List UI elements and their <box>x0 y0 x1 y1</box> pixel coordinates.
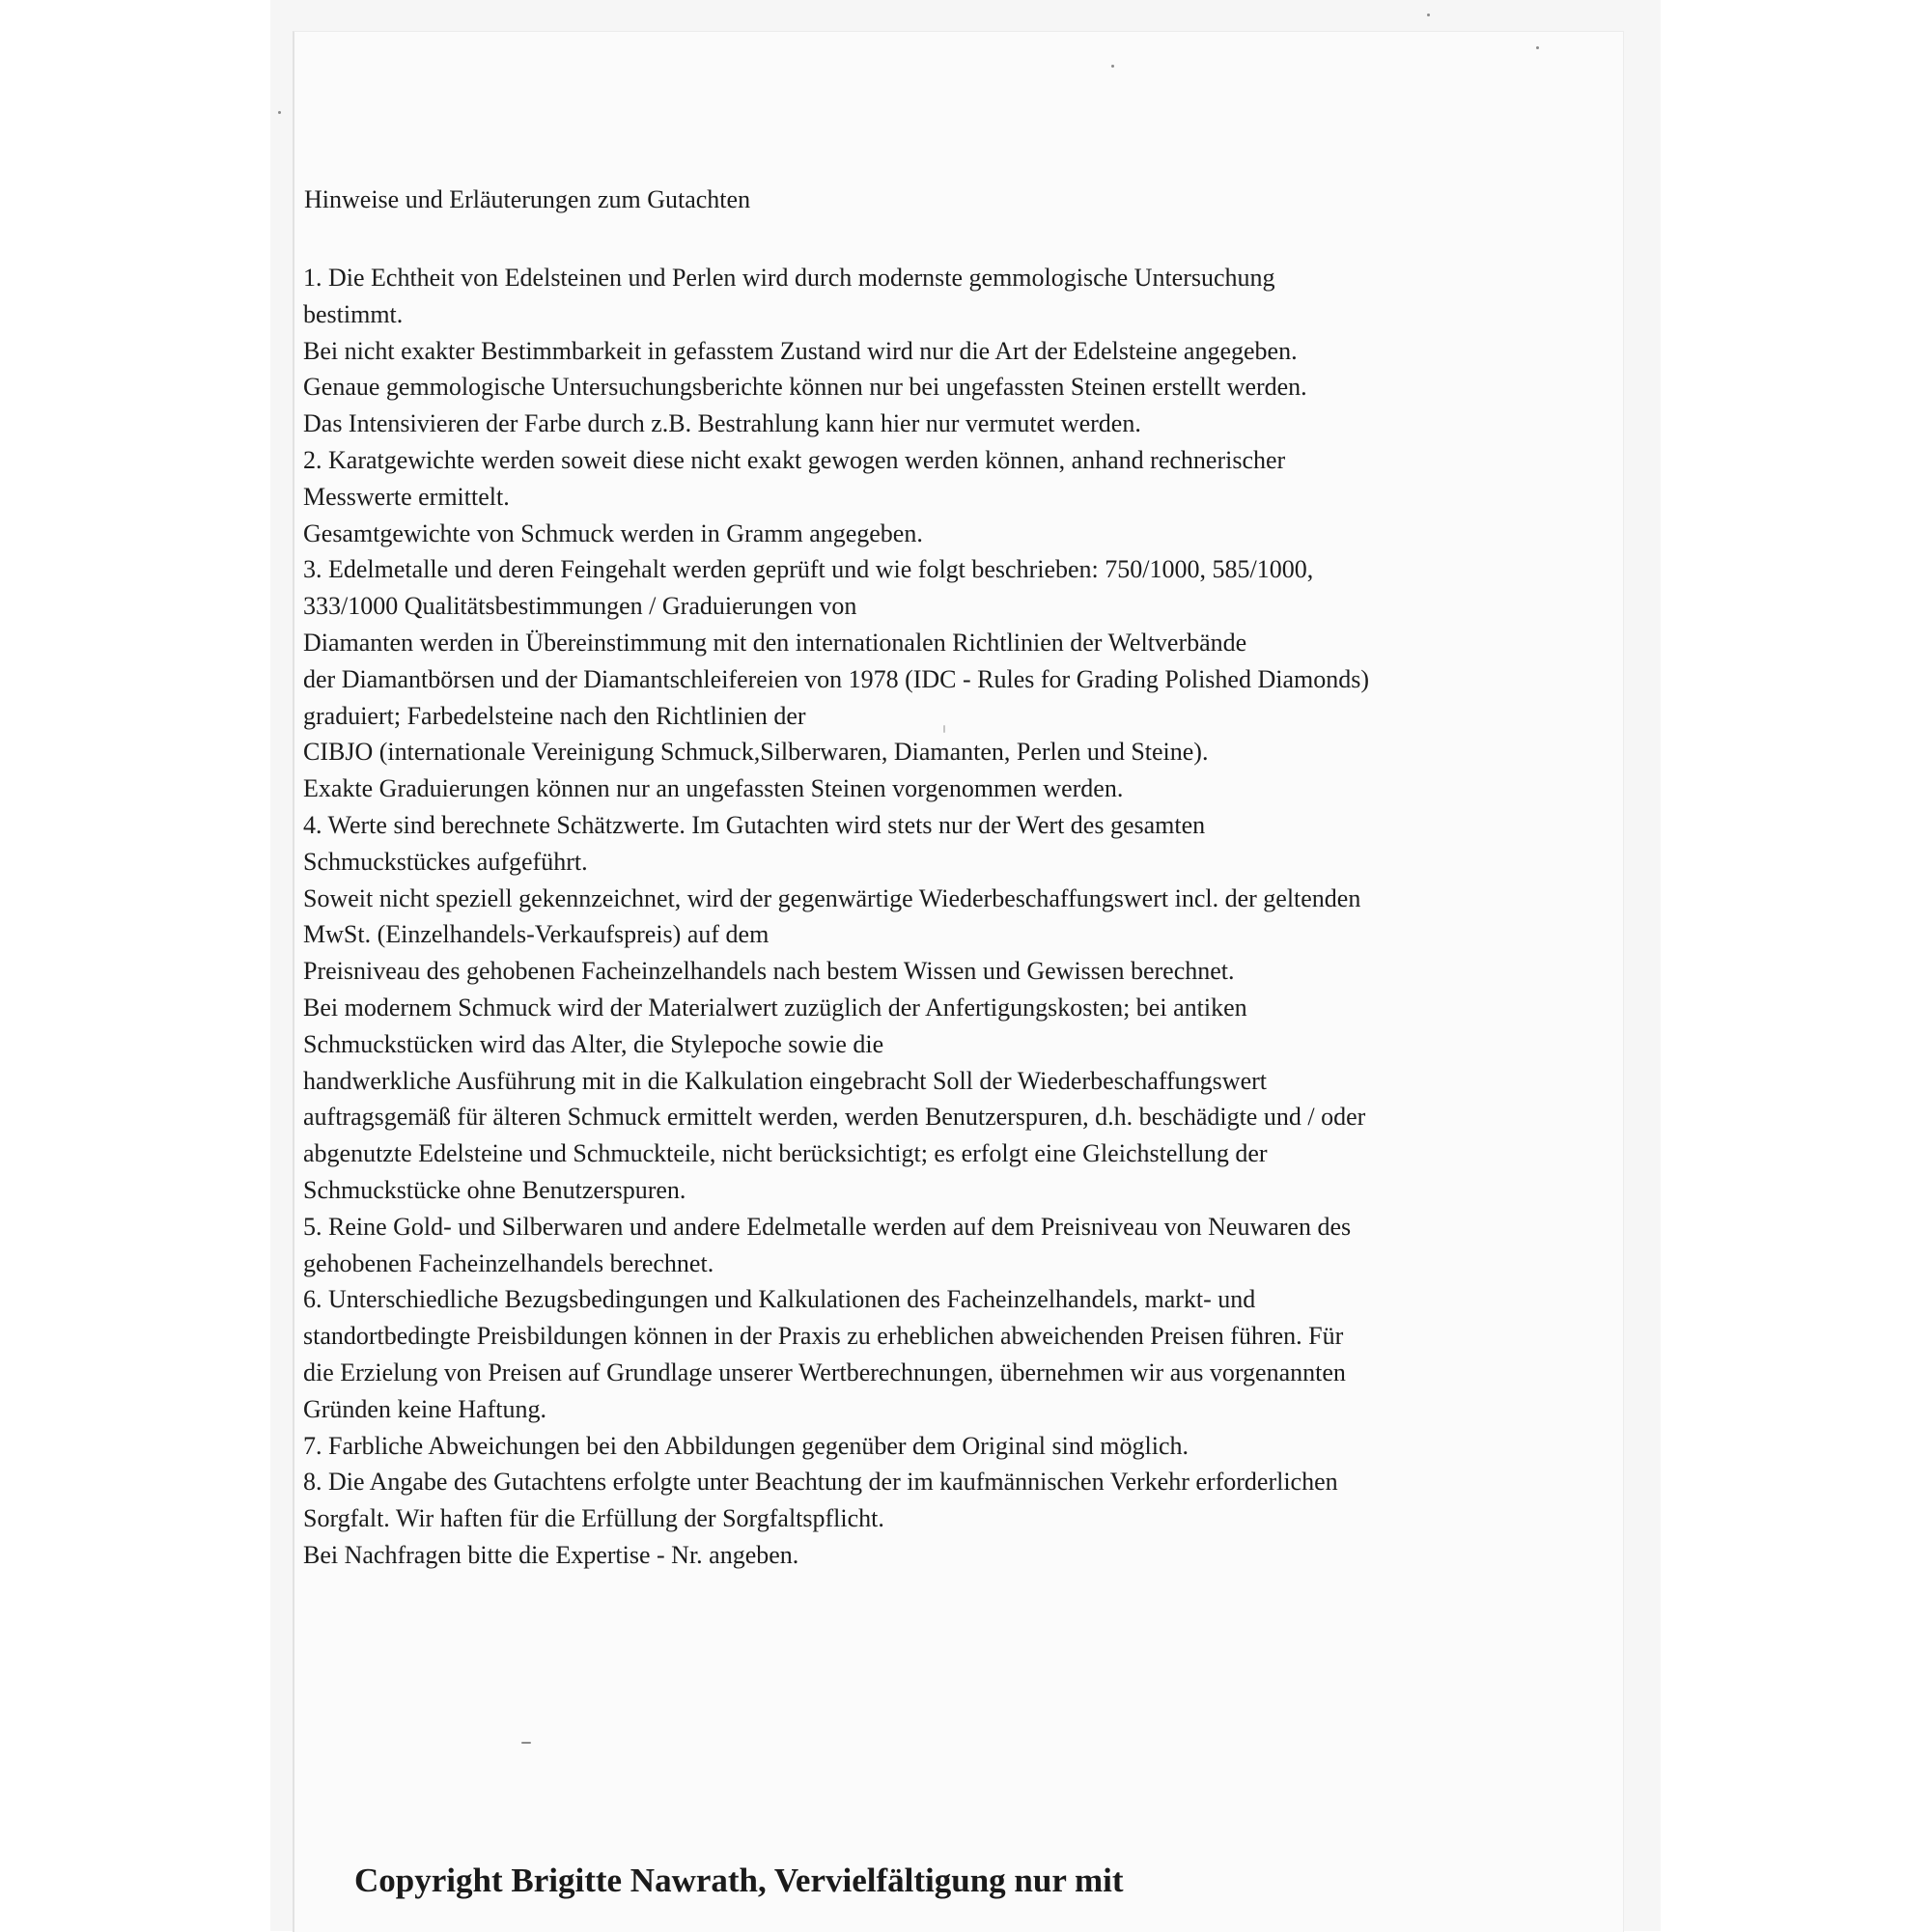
scan-speck <box>1427 14 1430 16</box>
document-line: Bei nicht exakter Bestimmbarkeit in gefasstem Zustand wird nur die Art der Edelsteine angegeben. <box>303 336 1298 365</box>
document-line: graduiert; Farbedelsteine nach den Richtlinien der <box>303 701 806 730</box>
document-line: Gründen keine Haftung. <box>303 1394 546 1423</box>
document-line: 6. Unterschiedliche Bezugsbedingungen und Kalkulationen des Facheinzelhandels, markt- und <box>303 1285 1256 1314</box>
scan-speck <box>1111 65 1114 68</box>
document-line: Gesamtgewichte von Schmuck werden in Gramm angegeben. <box>303 518 923 547</box>
document-line: 333/1000 Qualitätsbestimmungen / Graduierungen von <box>303 592 857 621</box>
document-line: MwSt. (Einzelhandels-Verkaufspreis) auf dem <box>303 920 770 949</box>
document-line: 1. Die Echtheit von Edelsteinen und Perlen wird durch modernste gemmologische Untersuchung <box>303 264 1275 292</box>
scan-speck <box>278 111 281 114</box>
document-line: Schmuckstücke ohne Benutzerspuren. <box>303 1175 686 1204</box>
document-line: CIBJO (internationale Vereinigung Schmuck,Silberwaren, Diamanten, Perlen und Steine). <box>303 738 1209 767</box>
document-line: der Diamantbörsen und der Diamantschleifereien von 1978 (IDC - Rules for Grading Polished Diamonds) <box>303 664 1370 693</box>
document-line: Messwerte ermittelt. <box>303 482 510 511</box>
document-line: die Erzielung von Preisen auf Grundlage unserer Wertberechnungen, übernehmen wir aus vorgenannten <box>303 1358 1346 1386</box>
document-line: 7. Farbliche Abweichungen bei den Abbildungen gegenüber dem Original sind möglich. <box>303 1431 1189 1460</box>
document-body <box>303 260 1500 1574</box>
document-line: Exakte Graduierungen können nur an ungefassten Steinen vorgenommen werden. <box>303 774 1124 803</box>
scan-speck <box>521 1742 531 1744</box>
document-line: standortbedingte Preisbildungen können in der Praxis zu erheblichen abweichenden Preisen führen. Für <box>303 1322 1344 1351</box>
document-line: Schmuckstücken wird das Alter, die Stylepoche sowie die <box>303 1029 884 1058</box>
document-line: auftragsgemäß für älteren Schmuck ermittelt werden, werden Benutzerspuren, d.h. beschädigte und / oder <box>303 1103 1366 1132</box>
document-line: Genaue gemmologische Untersuchungsberichte können nur bei ungefassten Steinen erstellt werden. <box>303 373 1307 402</box>
document-line: handwerkliche Ausführung mit in die Kalkulation eingebracht Soll der Wiederbeschaffungswert <box>303 1066 1267 1095</box>
document-line: bestimmt. <box>303 299 404 328</box>
document-line: Diamanten werden in Übereinstimmung mit den internationalen Richtlinien der Weltverbände <box>303 628 1247 657</box>
document-line: 2. Karatgewichte werden soweit diese nicht exakt gewogen werden können, anhand rechnerischer <box>303 445 1286 474</box>
document-line: gehobenen Facheinzelhandels berechnet. <box>303 1248 714 1277</box>
document-line: Soweit nicht speziell gekennzeichnet, wird der gegenwärtige Wiederbeschaffungswert incl. der geltenden <box>303 883 1361 912</box>
document-line: Sorgfalt. Wir haften für die Erfüllung der Sorgfaltspflicht. <box>303 1504 884 1533</box>
document-line: Preisniveau des gehobenen Facheinzelhandels nach bestem Wissen und Gewissen berechnet. <box>303 957 1235 986</box>
document-line: 4. Werte sind berechnete Schätzwerte. Im Gutachten wird stets nur der Wert des gesamten <box>303 810 1206 839</box>
document-title: Hinweise und Erläuterungen zum Gutachten <box>304 185 751 213</box>
scan-speck <box>1536 46 1539 49</box>
document-line: Das Intensivieren der Farbe durch z.B. Bestrahlung kann hier nur vermutet werden. <box>303 409 1141 438</box>
document-line: 5. Reine Gold- und Silberwaren und andere Edelmetalle werden auf dem Preisniveau von Neuwaren des <box>303 1212 1352 1241</box>
document-line: 3. Edelmetalle und deren Feingehalt werden geprüft und wie folgt beschrieben: 750/1000, 585/1000, <box>303 555 1314 584</box>
copyright-notice: Copyright Brigitte Nawrath, Vervielfältigung nur mit <box>354 1862 1124 1899</box>
document-line: 8. Die Angabe des Gutachtens erfolgte unter Beachtung der im kaufmännischen Verkehr erforderlichen <box>303 1468 1338 1497</box>
document-line: Schmuckstückes aufgeführt. <box>303 847 588 876</box>
document-line: Bei Nachfragen bitte die Expertise - Nr. angeben. <box>303 1540 799 1569</box>
document-line: abgenutzte Edelsteine und Schmuckteile, nicht berücksichtigt; es erfolgt eine Gleichstellung der <box>303 1139 1268 1168</box>
document-line: Bei modernem Schmuck wird der Materialwert zuzüglich der Anfertigungskosten; bei antiken <box>303 993 1247 1022</box>
